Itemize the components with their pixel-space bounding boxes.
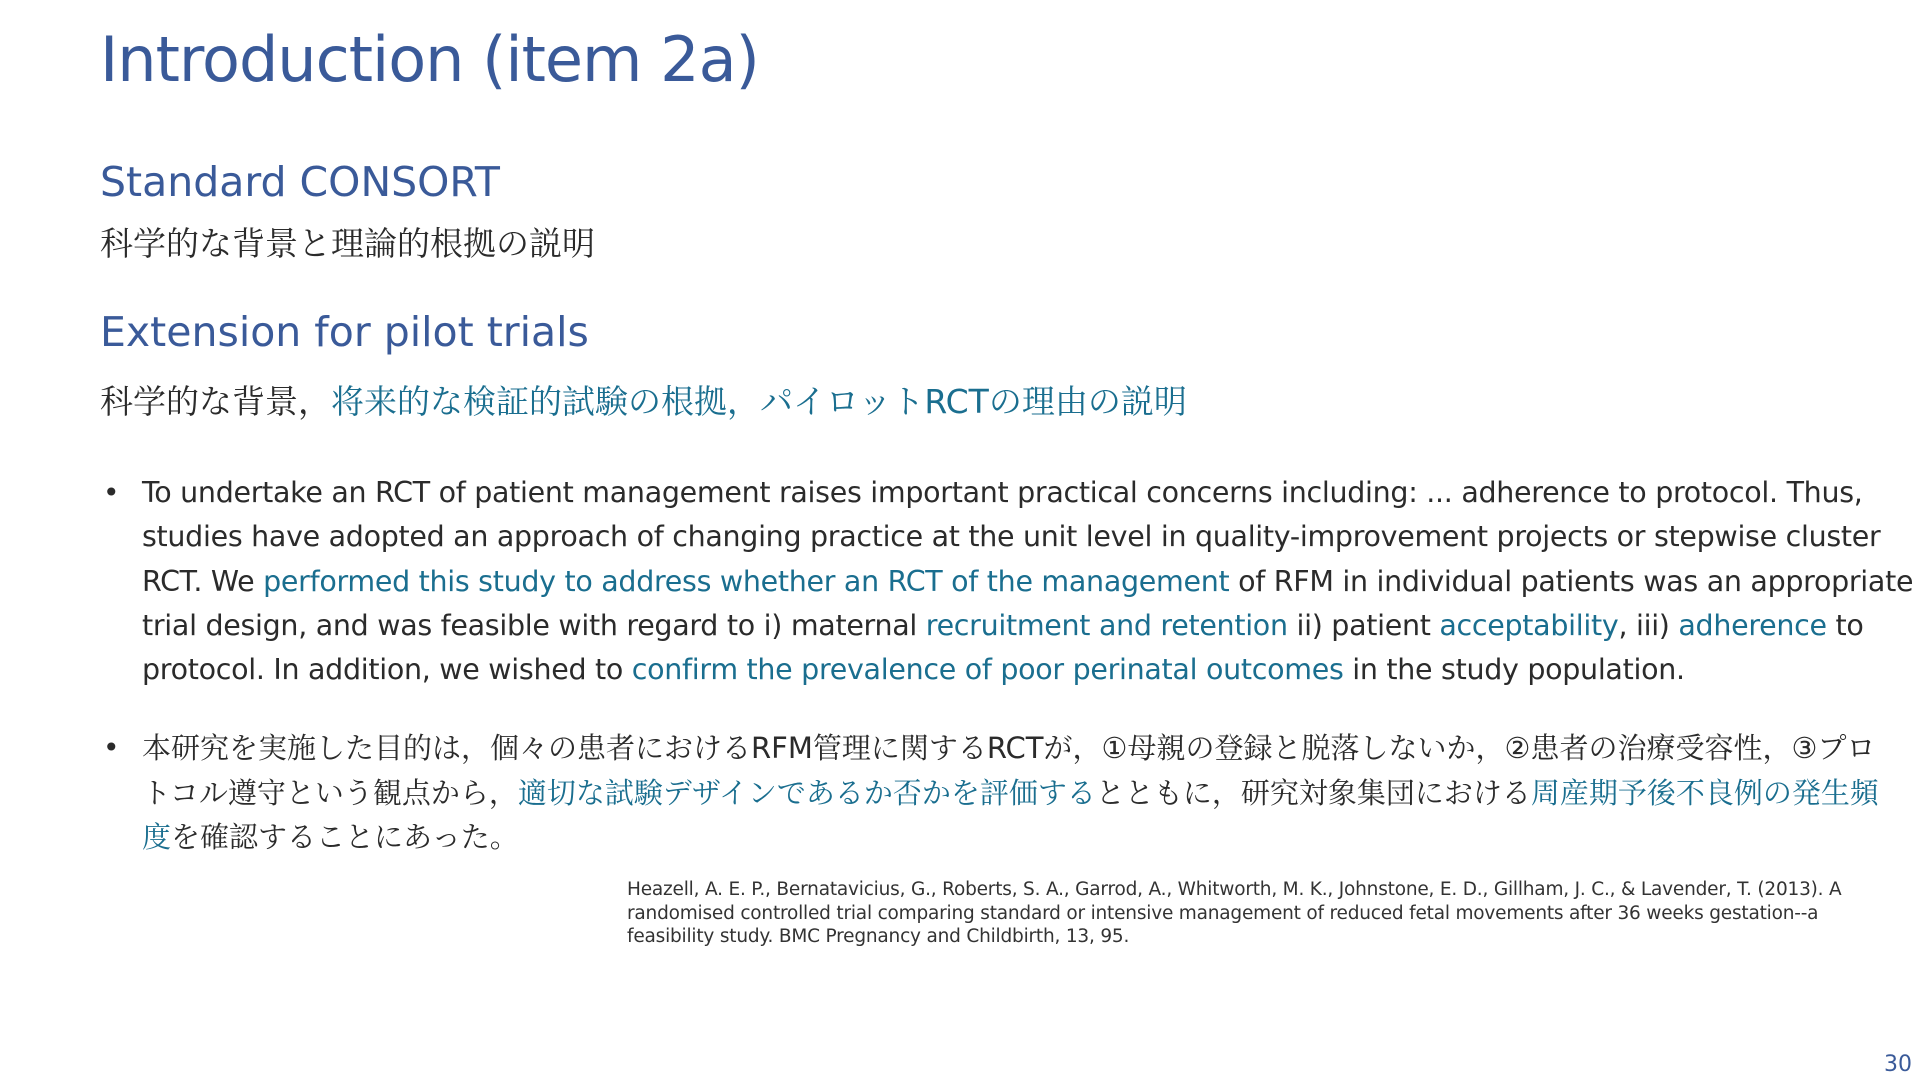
standard-consort-heading: Standard CONSORT [100, 158, 500, 206]
english-text-segment: To undertake an RCT of patient management raises important practical concerns including: ... adherence to protocol. Thus, studies have adopted an approach of changing practice at the unit level in quality-improvement projects or stepwise cluster RCT. We [142, 476, 1881, 598]
english-highlight-recruitment: recruitment and retention [925, 608, 1288, 642]
pilot-extension-text-highlight: 将来的な検証的試験の根拠，パイロットRCTの理由の説明 [331, 382, 1187, 421]
bullet-english-rationale [100, 471, 1920, 692]
english-highlight-study-aim: performed this study to address whether an RCT of the management [263, 564, 1230, 598]
page-number: 30 [1884, 1052, 1912, 1077]
english-text-segment: , iii) [1618, 608, 1679, 642]
citation-reference: Heazell, A. E. P., Bernatavicius, G., Roberts, S. A., Garrod, A., Whitworth, M. K., Johnstone, E. D., Gillham, J. C., & Lavender, T. (2013). A randomised controlled trial comparing standard or intensive management of reduced fetal movements after 36 weeks gestation--a feasibility study. BMC Pregnancy and Childbirth, 13, 95. [627, 879, 1842, 947]
pilot-extension-text-plain: 科学的な背景， [100, 382, 331, 421]
slide-title: Introduction (item 2a) [100, 23, 759, 96]
japanese-highlight-adverse-outcomes: 周産期予後不良例の発生頻度 [142, 775, 1879, 855]
english-text-segment: of RFM in individual patients was an appropriate trial design, and was feasible with regard to i) maternal [142, 564, 1914, 642]
standard-consort-description: 科学的な背景と理論的根拠の説明 [100, 224, 595, 263]
english-text-segment: ii) patient [1287, 608, 1440, 642]
english-highlight-prevalence: confirm the prevalence of poor perinatal outcomes [631, 653, 1344, 687]
bullet-marker: • [103, 476, 120, 509]
japanese-text-segment: とともに，研究対象集団における [1095, 775, 1531, 810]
english-text-segment: in the study population. [1343, 653, 1685, 687]
bullet-marker: • [103, 731, 120, 765]
japanese-highlight-design-evaluation: 適切な試験デザインであるか否かを評価する [517, 775, 1096, 810]
pilot-extension-description [100, 380, 1187, 424]
pilot-extension-heading: Extension for pilot trials [100, 308, 589, 356]
english-highlight-acceptability: acceptability [1439, 608, 1619, 642]
english-highlight-adherence: adherence [1678, 608, 1827, 642]
japanese-text-segment: を確認することにあった。 [171, 820, 519, 855]
english-text-segment: to protocol. In addition, we wished to [142, 608, 1864, 687]
japanese-text-segment: 本研究を実施した目的は，個々の患者におけるRFM管理に関するRCTが，①母親の登録と脱落しないか，②患者の治療受容性，③プロトコル遵守という観点から， [142, 731, 1876, 810]
bullet-japanese-rationale [100, 726, 1902, 859]
bullet-list [100, 471, 1914, 859]
